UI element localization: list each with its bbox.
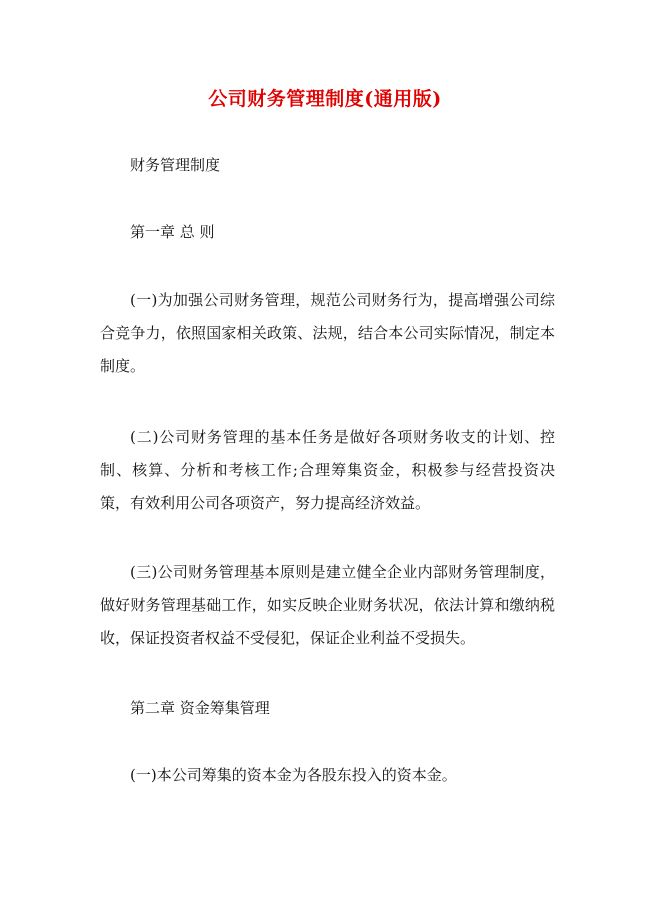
chapter-heading-2: 第二章 资金筹集管理: [130, 699, 270, 717]
paragraph-3: (三)公司财务管理基本原则是建立健全企业内部财务管理制度，做好财务管理基础工作，如实反映企业财务状况，依法计算和缴纳税收，保证投资者权益不受侵犯，保证企业利益不受损失。: [100, 563, 555, 647]
document-title: 公司财务管理制度(通用版): [208, 88, 442, 110]
chapter-heading-1: 第一章 总 则: [130, 223, 215, 241]
section-heading: 财务管理制度: [130, 156, 221, 174]
paragraph-4: (一)本公司筹集的资本金为各股东投入的资本金。: [130, 766, 457, 784]
paragraph-1: (一)为加强公司财务管理，规范公司财务行为，提高增强公司综合竞争力，依照国家相关政策、法规，结合本公司实际情况，制定本制度。: [100, 291, 555, 375]
paragraph-2: (二)公司财务管理的基本任务是做好各项财务收支的计划、控制、核算、分析和考核工作;合理筹集资金，积极参与经营投资决策，有效利用公司各项资产，努力提高经济效益。: [100, 428, 555, 512]
